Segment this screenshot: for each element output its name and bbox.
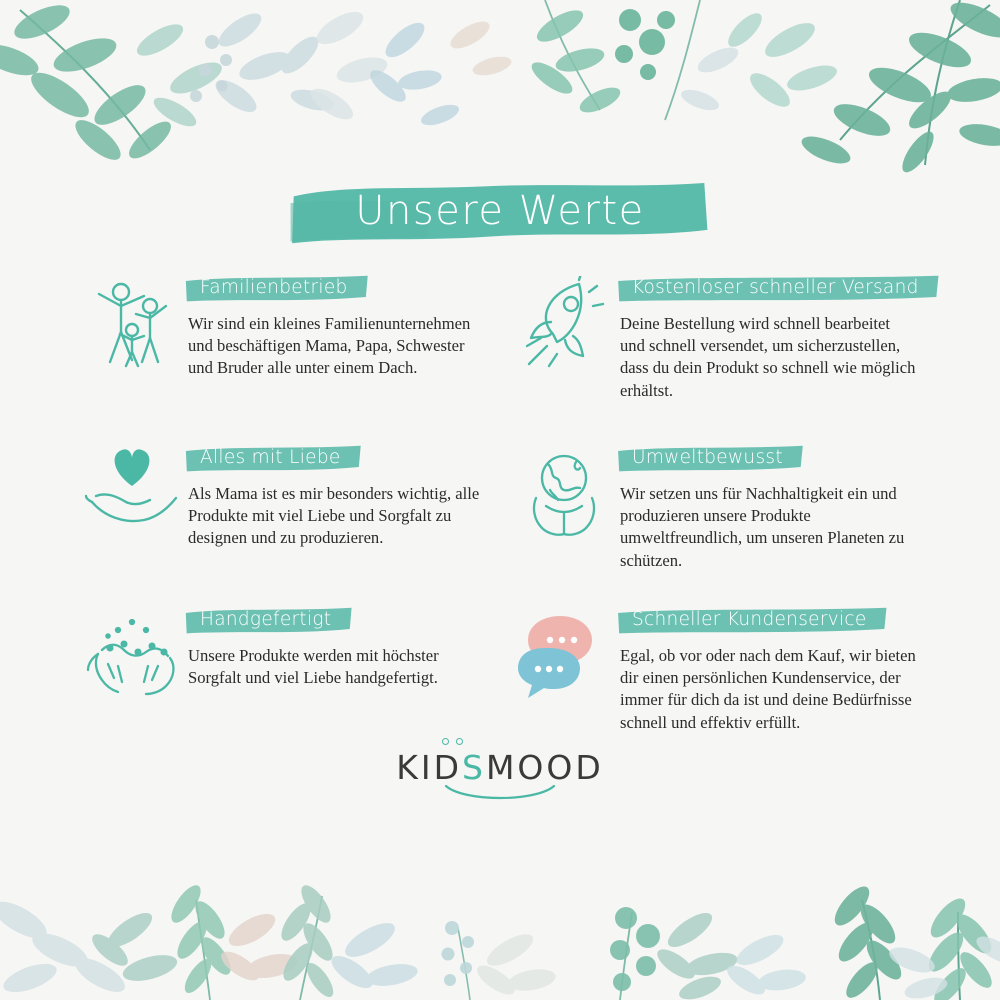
feature-label: Schneller Kundenservice (632, 609, 867, 630)
feature-body (186, 442, 510, 604)
feature-kundenservice (510, 604, 938, 764)
feature-description: Wir sind ein kleines Familienunternehmen und beschäftigen Mama, Papa, Schwester und Bruder alle unter einem Dach. (188, 314, 471, 378)
feature-label-wrap (616, 274, 941, 304)
feature-versand (510, 272, 938, 442)
feature-description: Deine Bestellung wird schnell bearbeitet und schnell versendet, um sicherzustellen, dass du dein Produkt so schnell wie möglich erhältst. (620, 314, 916, 400)
logo-part2: MOOD (485, 748, 604, 787)
feature-label-wrap (184, 274, 370, 304)
feature-description: Unsere Produkte werden mit höchster Sorgfalt und viel Liebe handgefertigt. (188, 646, 439, 688)
handmade-hands-icon (78, 604, 186, 764)
feature-body (618, 442, 938, 604)
feature-label-wrap (184, 606, 353, 636)
feature-label: Kostenloser schneller Versand (632, 277, 919, 298)
title-banner (289, 178, 711, 250)
feature-body (618, 272, 941, 442)
logo-accent: S (462, 748, 486, 787)
feature-label-wrap (616, 606, 889, 636)
values-grid (78, 272, 938, 764)
feature-body (186, 272, 510, 442)
feature-label-wrap (616, 444, 805, 474)
feature-label-wrap (184, 444, 363, 474)
logo-inner (396, 748, 604, 787)
family-icon (78, 272, 186, 442)
feature-label: Handgefertigt (200, 609, 332, 630)
logo-eyes-icon (442, 732, 470, 750)
brand-logo (0, 748, 1000, 787)
feature-umwelt (510, 442, 938, 604)
feature-liebe (78, 442, 510, 604)
feature-label: Alles mit Liebe (200, 447, 341, 468)
logo-part1: KID (396, 748, 462, 787)
bottom-foliage-decoration (0, 800, 1000, 1000)
feature-label: Familienbetrieb (200, 277, 348, 298)
page-title-wrap (0, 178, 1000, 250)
feature-description: Wir setzen uns für Nachhaltigkeit ein und produzieren unsere Produkte umweltfreundlich, um unseren Planeten zu schützen. (620, 484, 905, 570)
rocket-icon (510, 272, 618, 442)
feature-description: Egal, ob vor oder nach dem Kauf, wir bieten dir einen persönlichen Kundenservice, der immer für dich da ist und deine Bedürfnisse schnell und effektiv erfüllt. (620, 646, 916, 732)
globe-in-hands-icon (510, 442, 618, 604)
feature-description: Als Mama ist es mir besonders wichtig, alle Produkte mit viel Liebe und Sorgfalt zu designen und zu produzieren. (188, 484, 480, 548)
feature-body (618, 604, 938, 764)
feature-label: Umweltbewusst (632, 447, 783, 468)
chat-bubbles-icon (510, 604, 618, 764)
page-title: Unsere Werte (355, 188, 645, 234)
feature-familienbetrieb (78, 272, 510, 442)
logo-smile-icon (440, 782, 560, 804)
heart-in-hand-icon (78, 442, 186, 604)
top-foliage-decoration (0, 0, 1000, 190)
